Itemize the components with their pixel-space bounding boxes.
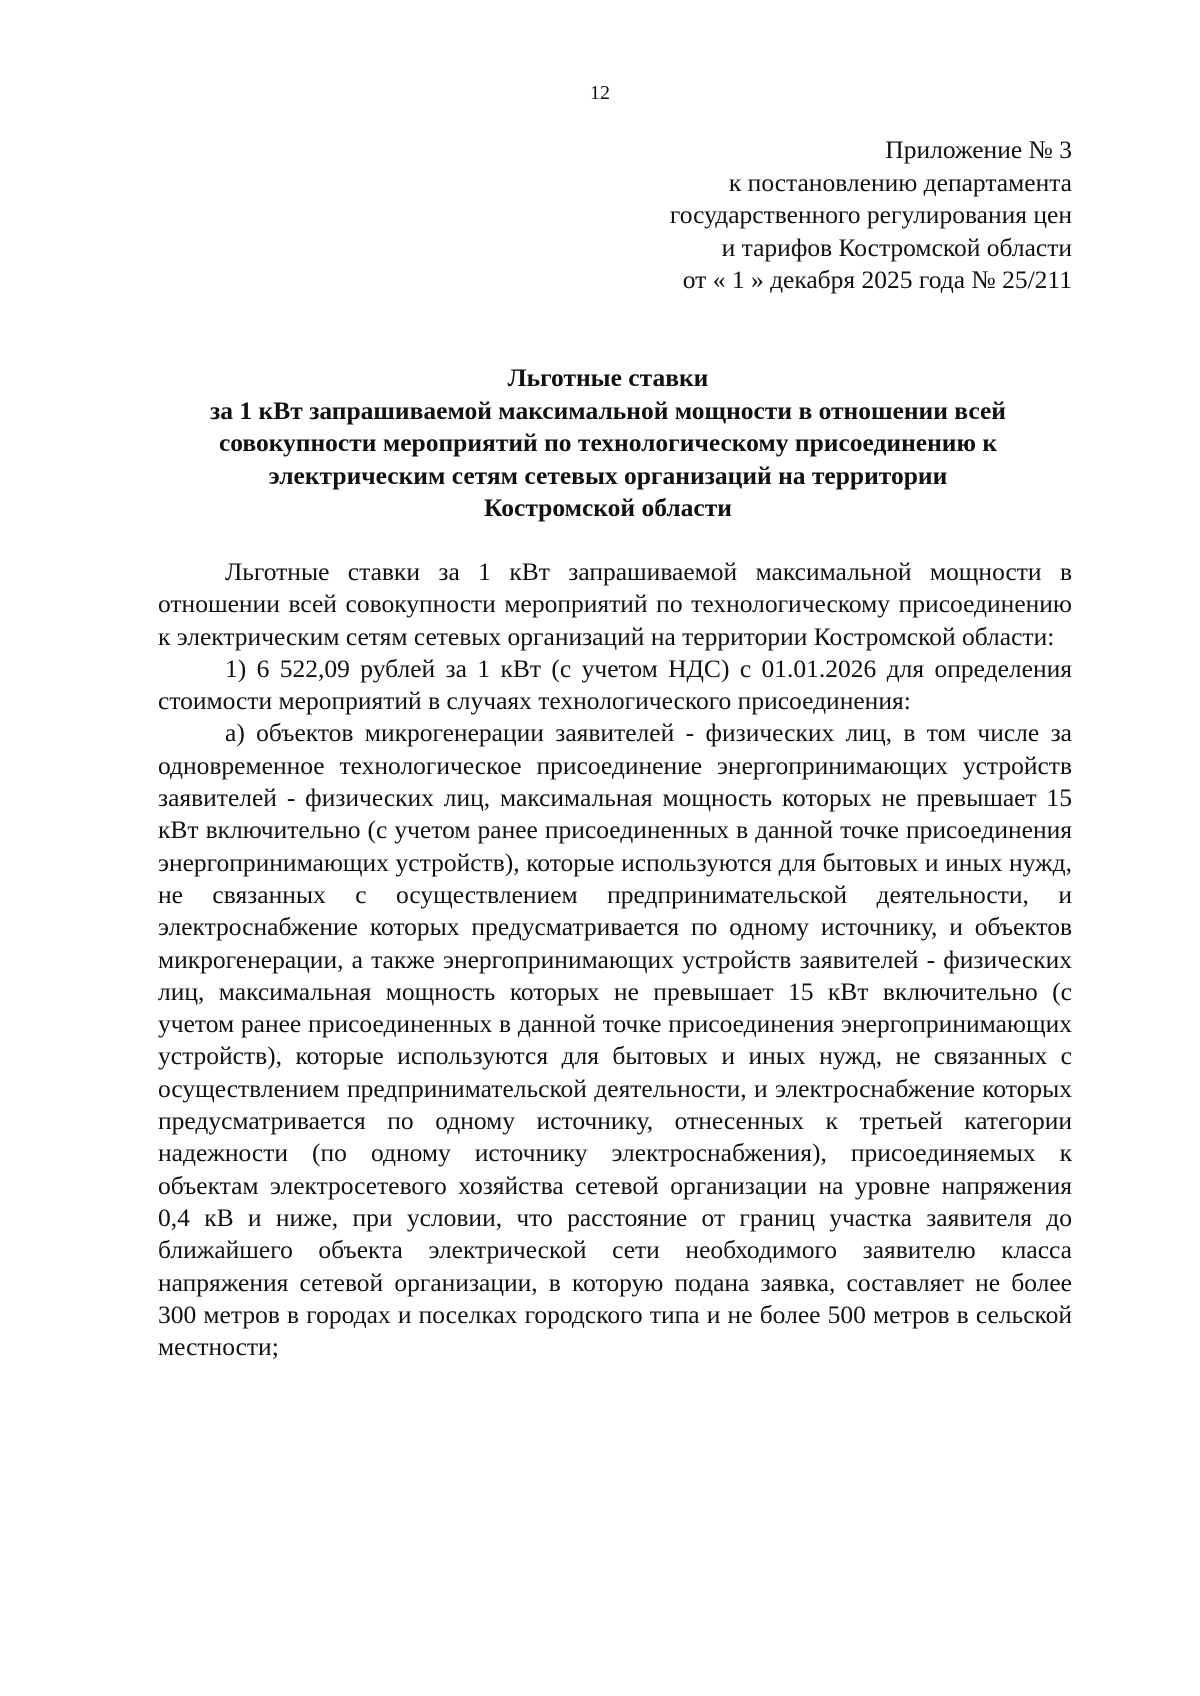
page-number: 12 (590, 82, 610, 104)
intro-paragraph: Льготные ставки за 1 кВт запрашиваемой максимальной мощности в отношении всей совокупности мероприятий по технологическому присоединению к электрическим сетям сетевых организаций на территории Костромской области: (158, 557, 1072, 651)
title-line: совокупности мероприятий по технологическому присоединению к (218, 428, 998, 457)
appendix-line: к постановлению департамента (728, 167, 1072, 197)
title-line: Льготные ставки (507, 363, 709, 392)
appendix-line: государственного регулирования цен (669, 200, 1072, 229)
document-title (158, 362, 1058, 525)
title-line: электрическим сетям сетевых организаций на территории (268, 460, 948, 490)
item-1-paragraph: 1) 6 522,09 рублей за 1 кВт (с учетом НДС) с 01.01.2026 для определения стоимости мероприятий в случаях технологического присоединения: (158, 653, 1072, 716)
appendix-line: и тарифов Костромской области (721, 232, 1072, 262)
title-line: Костромской области (484, 493, 732, 522)
item-1a-paragraph: а) объектов микрогенерации заявителей - физических лиц, в том числе за одновременное технологическое присоединение энергопринимающих устройств заявителей - физических лиц, максимальная мощность которых не превышает 15 кВт включительно (с учетом ранее присоединенных в данной точке присоединения энергопринимающих устройств), которые используются для бытовых и иных нужд, не связанных с осуществлением предпринимательской деятельности, и электроснабжение которых предусматривается по одному источнику, и объектов микрогенерации, а также энергопринимающих устройств заявителей - физических лиц, максимальная мощность которых не превышает 15 кВт включительно (с учетом ранее присоединенных в данной точке присоединения энергопринимающих устройств), которые используются для бытовых и иных нужд, не связанных с осуществлением предпринимательской деятельности, и электроснабжение которых предусматривается по одному источнику, отнесенных к третьей категории надежности (по одному источнику электроснабжения), присоединяемых к объектам электросетевого хозяйства сетевой организации на уровне напряжения 0,4 кВ и ниже, при условии, что расстояние от границ участка заявителя до ближайшего объекта электрической сети необходимого заявителю класса напряжения сетевой организации, в которую подана заявка, составляет не более 300 метров в городах и поселках городского типа и не более 500 метров в сельской местности; (158, 718, 1072, 1362)
appendix-line: от « 1 » декабря 2025 года № 25/211 (682, 265, 1072, 294)
appendix-header (472, 134, 1072, 297)
title-line: за 1 кВт запрашиваемой максимальной мощности в отношении всей (210, 395, 1006, 425)
appendix-line: Приложение № 3 (885, 135, 1072, 164)
document-body (158, 556, 1072, 1363)
